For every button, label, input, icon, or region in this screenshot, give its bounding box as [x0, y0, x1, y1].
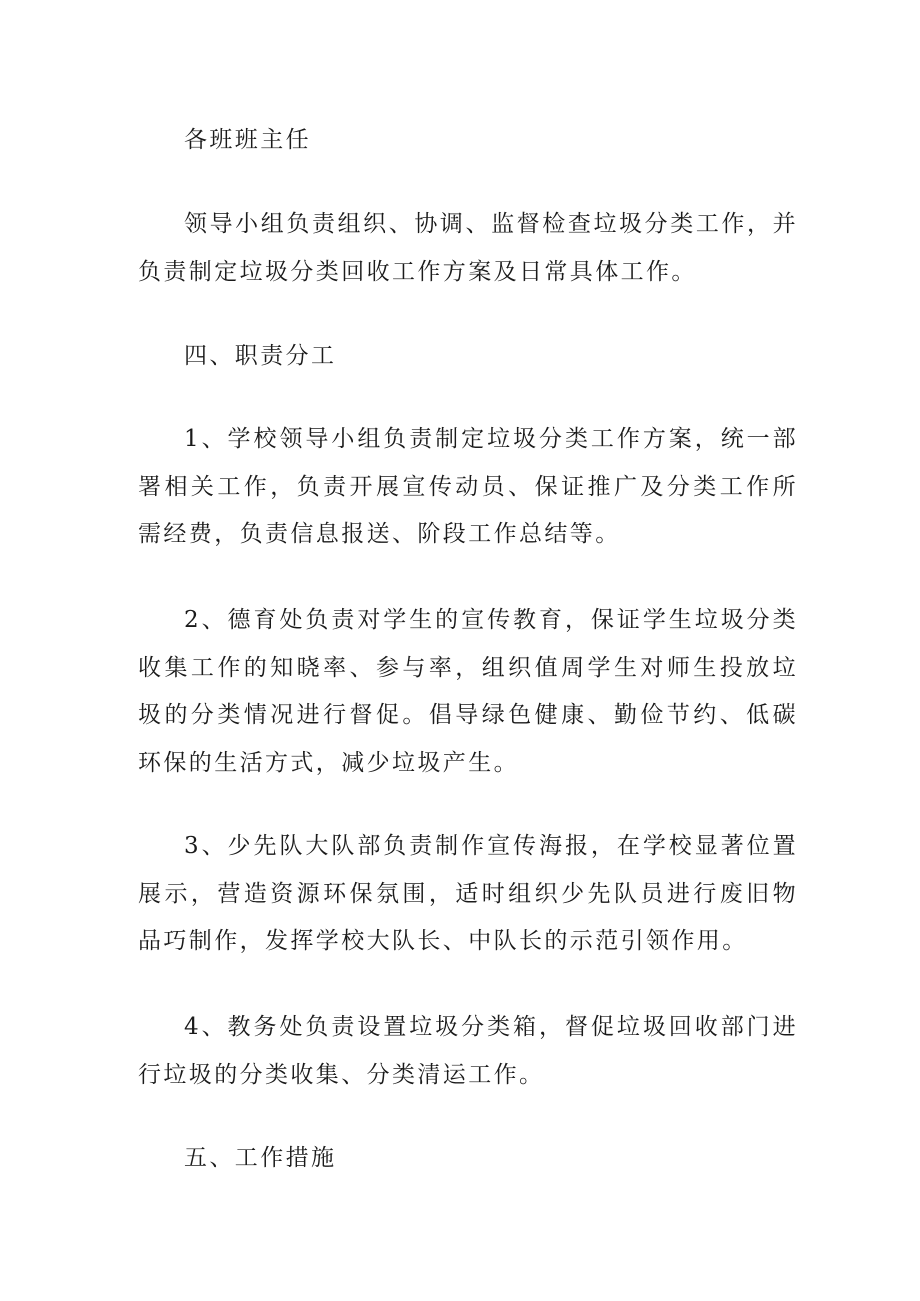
duty-item-3: 3、少先队大队部负责制作宣传海报，在学校显著位置展示，营造资源环保氛围，适时组织少先队员进行废旧物品巧制作，发挥学校大队长、中队长的示范引领作用。 — [138, 833, 798, 954]
class-teachers-line: 各班班主任 — [184, 127, 311, 153]
duty-item-4: 4、教务处负责设置垃圾分类箱，督促垃圾回收部门进行垃圾的分类收集、分类清运工作。 — [138, 1014, 798, 1088]
duty-item-2: 2、德育处负责对学生的宣传教育，保证学生垃圾分类收集工作的知晓率、参与率，组织值周学生对师生投放垃圾的分类情况进行督促。倡导绿色健康、勤俭节约、低碳环保的生活方式，减少垃圾产生。 — [138, 607, 798, 776]
section-heading-measures: 五、工作措施 — [184, 1145, 337, 1171]
duty-item-1: 1、学校领导小组负责制定垃圾分类工作方案，统一部署相关工作，负责开展宣传动员、保证推广及分类工作所需经费，负责信息报送、阶段工作总结等。 — [138, 426, 798, 547]
leadership-group-paragraph: 领导小组负责组织、协调、监督检查垃圾分类工作，并负责制定垃圾分类回收工作方案及日常具体工作。 — [138, 211, 798, 285]
section-heading-duties: 四、职责分工 — [184, 343, 337, 369]
